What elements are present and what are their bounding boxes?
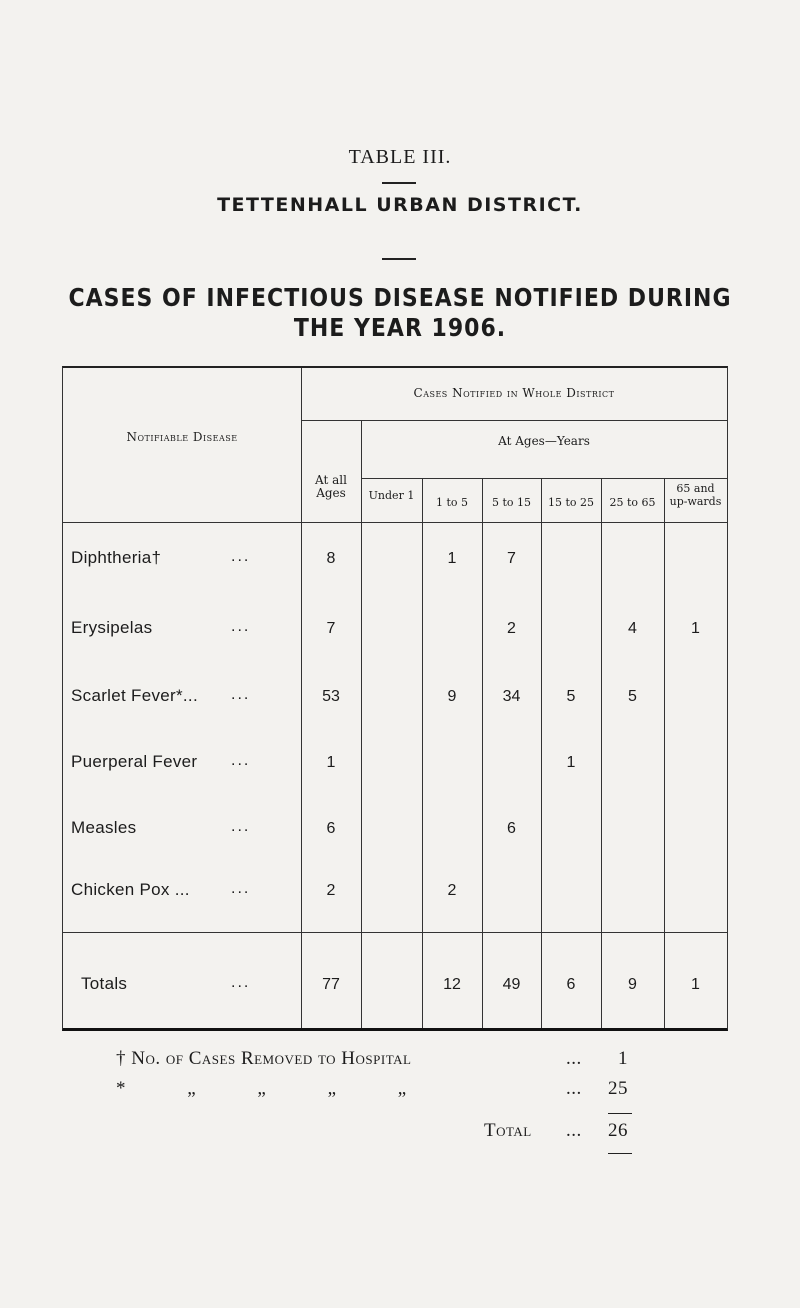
header-age-25-65: 25 to 65 [609, 496, 656, 509]
leader-dots: ... [231, 752, 251, 769]
cell-all-ages: 2 [326, 882, 336, 899]
row-label: Chicken Pox ... [71, 880, 190, 899]
total-age: 6 [566, 976, 576, 993]
cell-all-ages: 1 [326, 754, 336, 771]
cell-age: 4 [628, 620, 637, 637]
table-label: TABLE III. [348, 146, 452, 168]
district-title: TETTENHALL URBAN DISTRICT. [217, 194, 583, 216]
footnote-value: 1 [618, 1048, 628, 1069]
header-age-group: At Ages—Years [498, 434, 590, 448]
divider [382, 258, 416, 260]
cell-age: 2 [507, 620, 516, 637]
cell-age: 1 [691, 620, 700, 637]
header-age-5-15: 5 to 15 [491, 496, 532, 509]
divider [608, 1113, 632, 1114]
leader-dots: ... [566, 1078, 582, 1099]
row-label: Erysipelas [71, 618, 153, 637]
row-divider [301, 420, 727, 421]
row-label: Measles [71, 818, 137, 837]
leader-dots: ... [566, 1120, 582, 1141]
total-all-ages: 77 [322, 976, 340, 993]
cell-age: 9 [447, 688, 457, 705]
row-label: Diphtheria† [71, 548, 162, 567]
row-divider [63, 522, 727, 523]
column-divider [601, 478, 602, 1028]
total-age: 49 [502, 976, 521, 993]
page-heading-line2: THE YEAR 1906. [293, 314, 507, 343]
leader-dots: ... [566, 1048, 582, 1069]
row-divider [63, 932, 727, 933]
footnote-total-value: 26 [608, 1120, 628, 1141]
leader-dots: ... [231, 880, 251, 897]
header-cases-notified: Cases Notified in Whole District [413, 386, 615, 400]
row-label: Puerperal Fever [71, 752, 198, 771]
cell-all-ages: 7 [326, 620, 336, 637]
cell-age: 6 [507, 820, 516, 837]
footnote-total-label: Total [484, 1120, 532, 1141]
leader-dots: ... [231, 974, 251, 991]
leader-dots: ... [231, 618, 251, 635]
header-all-ages: At all Ages [315, 473, 347, 500]
total-age: 12 [443, 976, 461, 993]
cell-age: 1 [566, 754, 576, 771]
leader-dots: ... [231, 548, 251, 565]
cell-all-ages: 6 [326, 820, 336, 837]
cell-age: 7 [507, 550, 516, 567]
cell-all-ages: 8 [326, 550, 336, 567]
column-divider [361, 420, 362, 1028]
header-age-15-25: 15 to 25 [547, 496, 595, 509]
column-divider [541, 478, 542, 1028]
disease-table [62, 366, 728, 1031]
footnote-ditto: * „ „ „ „ [116, 1078, 407, 1099]
total-age: 9 [628, 976, 637, 993]
header-disease: Notifiable Disease [126, 430, 238, 444]
header-age-65-up: 65 and up-wards [669, 482, 722, 508]
header-age-1-5: 1 to 5 [435, 496, 469, 509]
footnote-value: 25 [608, 1078, 628, 1099]
totals-label: Totals [81, 974, 128, 993]
cell-age: 1 [447, 550, 457, 567]
column-divider [664, 478, 665, 1028]
row-label: Scarlet Fever*... [71, 686, 198, 705]
divider [608, 1153, 632, 1154]
row-divider [361, 478, 727, 479]
cell-age: 5 [566, 688, 576, 705]
divider [382, 182, 416, 184]
cell-age: 34 [502, 688, 521, 705]
header-age-under-1: Under 1 [368, 489, 415, 502]
cell-all-ages: 53 [322, 688, 340, 705]
footnote-hospital-removed: † No. of Cases Removed to Hospital [116, 1048, 412, 1069]
leader-dots: ... [231, 686, 251, 703]
page-heading-line1: CASES OF INFECTIOUS DISEASE NOTIFIED DURING [68, 284, 732, 313]
cell-age: 2 [447, 882, 457, 899]
cell-age: 5 [628, 688, 637, 705]
leader-dots: ... [231, 818, 251, 835]
total-age: 1 [691, 976, 700, 993]
